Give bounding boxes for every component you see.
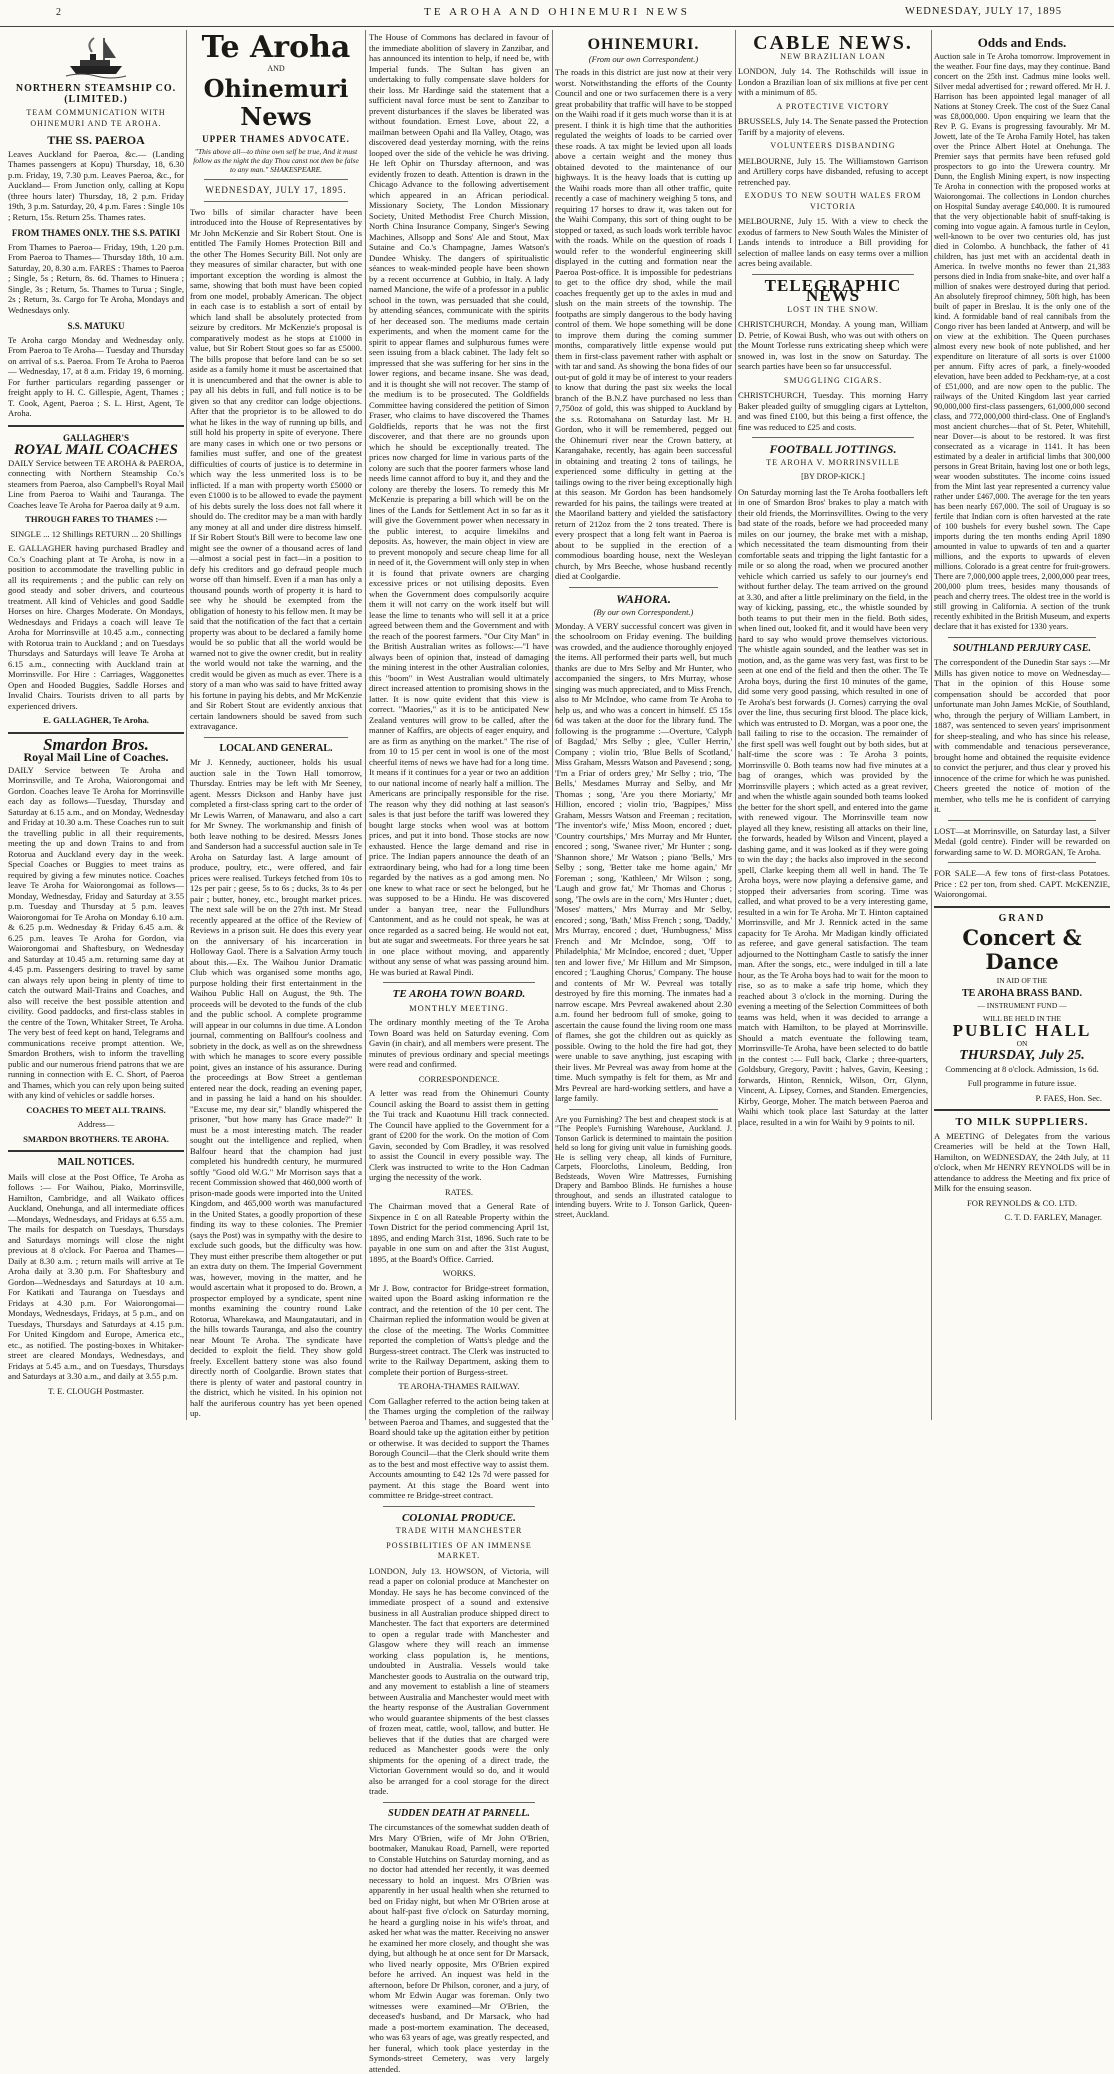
column-rule [365, 30, 366, 1420]
correspondence-text: A letter was read from the Ohinemuri County Council asking the Board to assist them in getting the Tui track and Kuaotunu Hill track connected. The Council have applied to the Government for a grant of £200 for the work. On the motion of Com Gavin, seconded by Com Bradley, it was resolved to assist the Council in every possible way. The Clerk was instructed to write to the Hon Cadman urging the necessity of the work. [369, 1088, 549, 1182]
football-subtitle: TE AROHA V. MORRINSVILLE [766, 457, 900, 467]
football-byline: [BY DROP-KICK.] [801, 472, 865, 481]
correspondence-title: CORRESPONDENCE. [418, 1073, 500, 1084]
address-label: Address— [77, 1119, 115, 1129]
works-title: WORKS. [442, 1268, 476, 1278]
colonial-produce-subtitle: TRADE WITH MANCHESTER [395, 1526, 523, 1535]
column-2 [190, 32, 362, 1417]
divider [8, 425, 184, 427]
cable-subhead-4: EXODUS TO NEW SOUTH WALES FROM VICTORIA [744, 191, 922, 211]
column-rule [931, 30, 932, 1420]
column-1 [8, 32, 184, 1417]
local-general-text: Mr J. Kennedy, auctioneer, holds his usual auction sale in the Town Hall tomorrow, Thursday. Entries may be left with Mr Seeney, agent. Messrs Dickson and Hanby have just completed a first-class spring cart to the order of Mr Lewis Warren, of Manawaru, and also a cart for Mr Swney. The workmanship and finish of both leave nothing to be desired. Messrs Jones and Sanderson had a successful auction sale in Te Aroha on Saturday last. A large amount of produce, poultry, etc., were offered, and fair prices were realised. Turkeys fetched from 10s to 12s per pair ; geese, 5s to 6s ; ducks, 3s to 4s per pair ; butter, honey, etc., brought market prices. The next sale will be on the 27th inst. Mr Stead recently appeared at the office of the Review of Reviews in a prison suit. He does this every year on the anniversary of his incarceration in Holloway Gaol. There is a Salvation Army touch about this.—Ex. The Waihou Junior Dramatic Club which was organised some months ago, purpose holding their first entertainment in the Waihou Public Hall on August, the 9th. The proceeds will be devoted to the funds of the club and the public school. A complete programme will appear in our columns in due time. A London journal, commenting on Ballfour's coolness and sobriety in the dock, as well as on the shrewdness with which he manages to score every possible point, gives an instance of his assurance. During the proceedings at Bow Street a gentleman entered near the dock, reading an evening paper, and in passing he laid a hand on his shoulder. "Excuse me, my dear sir," blandly whispered the prisoner, "but how many has Grace made?" It must be a most interesting match. The reader sought out the intelligence and replied, when Balfour heard that the champion had just completed his hundredth century, he murmured softly "Good old W.G." Mr Morrison says that a recent Commission showed that 460,000 worth of prison-made goods were imported into the United Kingdom, and 465,000 worth was manufactured in the United States, a goodly proportion of these finding its way to these colonies. The Premier (says the Post) was in sympathy with the desire to exclude such goods, but the difficulty was how. They must either prescribe them altogether or put an extra duty on them. The Imperial Government was, however, moving in the matter, and he would ascertain what it proposed to do. Brown, a prospector employed by a syndicate, spent nine months examining the country round Lake Rotorua, Wharekawa, and Maungatautari, and in the hills towards Tauranga, and also the country near Mount Te Aroha. The syndicate have decided to exploit the field. They show gold freely. Excellent battery stone was also found directly north of Coolgardie. Brown states that there is plenty of water and pastoral country in the district, which he visited. In his opinion not half the auriferous country has yet been opened up. [190, 757, 362, 1418]
colonial-produce-subtitle-2: POSSIBILITIES OF AN IMMENSE MARKET. [386, 1540, 532, 1560]
divider [383, 982, 535, 983]
gallagher-details: E. GALLAGHER having purchased Bradley and Co.'s Coaching plant at Te Aroha, is now in a position to accommodate the travelling public in all its requirements ; and the public can rely on good steady and sober drivers, and courteous treatment. All kind of Vehicles and good Saddle Horses on hire. Charges Moderate. On Mondays, Wednesdays and Fridays a coach will leave Te Aroha for Morrinsville at 10.45 a.m., connecting with Rotorua train to Auckland ; and on Tuesdays Thursdays and Saturdays will leave Te Aroha at 6.15 a.m., connecting with Auckland train at Morrinsville. For Hire : Carriages, Waggonettes Open and Hooded Buggies, Saddle Horses and Invalid Chairs. Tourists driven to all parts by experienced drivers. [8, 543, 184, 711]
lost-notice: LOST—at Morrinsville, on Saturday last, a Silver Medal (gold centre). Finder will be rewarded on forwarding same to W. D. MORGAN, Te Aroha. [934, 825, 1110, 857]
odds-ends-title: Odds and Ends. [977, 35, 1067, 50]
divider [948, 862, 1096, 863]
column-5 [738, 32, 928, 1417]
divider [934, 1109, 1110, 1111]
fares-title: THROUGH FARES TO THAMES :— [25, 514, 167, 524]
concert-date: THURSDAY, July 25. [959, 1048, 1085, 1063]
divider [752, 437, 914, 438]
gallagher-signature: E. GALLAGHER, Te Aroha. [43, 715, 149, 725]
concert-title: Concert & Dance [962, 925, 1082, 974]
telegraphic-subhead-2: SMUGGLING CIGARS. [783, 375, 883, 385]
company-title: NORTHERN STEAMSHIP CO. (LIMITED.) [15, 83, 177, 105]
matuku-title: S.S. MATUKU [67, 321, 125, 331]
odds-ends-text: Auction sale in Te Aroha tomorrow. Improvement in the weather. Four fine days, may they continue. Band concert on the 25th inst. Cadmus mine looks well. Silver medal advertised for ; reward offered. Mr H. J. Harrison has been appointed legal manager of all Nations at Stoney Creek. The cost of the Suez Canal was £8,000,000. Upon enquiring we learn that the Rev P. G. Evans is progressing favourably. Mr M. Jowett, late of the Te Aroha Family Hotel, has taken over the Prince Albert Hotel at Onehunga. The Premier says that permits have been refused gold prospectors to go into the Urewera country. Mr Dunn, the English Mining expert, is now inspecting Te Aroha in connection with the proposed works at Waiorongomai. The collections in London churches on Hospital Sunday average £40,000. It is rumoured that the very objectionable habit of snuff-taking is coming into vogue again. A famous turtle in Ceylon, well-known to be over two centuries old, has just died in Colombo. A hunchback, the father of 41 children, has just met with an accidental death in America. In twelve months no fewer than 21,383 persons died in India from snake-bite, and over half a million of snakes were destroyed during that period. An absolutely fireproof chimney, 50ft high, has been built of paper in Breslau. It is the only one of the kind. A formidable band of real cannibals from the Congo river has been landed at Antwerp, and will be on view at the exhibition. The Queen purchases almost every new book of note published, and her expenditure on literature of all sorts is over £1000 per annum. Fifty acres of park, a finely-wooded elevation, have been added to Peckham-rye, at a cost of £51,000, and are now open to the public. The railways of the United Kingdom last year carried 90,000,000 first-class passengers, 61,000,000 second class, and 772,000,000 third-class. One of England's most ancient churches—that of St. Peter, Whitehill, near Dover—is about to be restored. It was first consecrated as a vicarage in 1141. It has been estimated by a dealer in artificial limbs that 300,000 persons in Great Britain, having lost one or both legs, wear wooden substitutes. The income coins issued from the Mint last year represented a currency value rather under £467,000. The average for the ten years has been nearly £67,000. The soil of Uruguay is so fertile that Indian corn is often harvested at the rate of 100 bushels for every bushel sown. The Cape imports during the ten months ending April 1890 amounted in value to upwards of ten and a quarter millions, and the exports to upwards of eleven millions. Colorado is a great centre for fruit-growers. There are 7,000,000 apple trees, 2,000,000 pear trees, 200,000 plum trees, besides many thousands of peach and cherry trees. The oldest tree in the world is still growing in California. A section of the trunk recently exhibited in the British Museum, and experts declare that it has existed for 1330 years. [934, 51, 1110, 631]
mail-notices: Mails will close at the Post Office, Te Aroha as follows :— For Waihou, Piako, Morrinsville, Hamilton, Cambridge, and all Waikato offices Auckland, Onehunga, and all intermediate offices—Mondays, Wednesdays, and Fridays at 6.55 a.m. The mails for despatch on Tuesdays, Thursdays and Saturdays mornings will close the night previous at 8 o'clock. For Paeroa and Thames—Daily at 8.30 a.m. ; return mails will arrive at Te Aroha daily at 3.30 p.m. For Shaftesbury and Gordon—Wednesdays and Saturdays at 10 a.m. For Katikati and Tauranga on Tuesdays and Fridays at 4.30 p.m. For Waiorongomai—Mondays, Wednesdays, Fridays, at 5 p.m., and on Tuesdays, Thursdays and Saturdays at 4.15 p.m. For United Kingdom and Europe, America etc., etc., as notified. The posting-boxes in Whitaker-street are cleared Mondays, Wednesdays, and Fridays at 5.45 a.m., and on Tuesdays, Thursdays and Saturdays at 3.30 a.m., and daily at 3.55 p.m. [8, 1171, 184, 1381]
smardon-signature: SMARDON BROTHERS. TE AROHA. [23, 1133, 169, 1144]
column-3 [369, 32, 549, 2074]
matuku-schedule: Te Aroha cargo Monday and Wednesday only. From Paeroa to Te Aroha— Tuesday and Thursday on arrival of s.s. Paeroa. From Te Aroha to Paeroa— Wednesday, 17, at 8 a.m. Friday 19, 6 morning. For further particulars regarding passenger or freight apply to H. C. Gillespie, Agent, Thames ; T. Cook, Agent, Paeroa ; S. L. Hirst, Agent, Te Aroha. [8, 334, 184, 418]
masthead-ohinemuri-news: Ohinemuri News [203, 73, 349, 131]
fares-values: SINGLE ... 12 Shillings RETURN ... 20 Shillings [10, 528, 182, 539]
milk-suppliers-text: A MEETING of Delegates from the various Creameries will be held at the Town Hall, Hamilton, on WEDNESDAY, the 24th July, at 11 o'clock, when Mr HENRY REYNOLDS will be in attendance to address the Meeting and fix price of Milk for the ensuing season. [934, 1130, 1110, 1193]
colonial-produce-title: COLONIAL PRODUCE. [402, 1511, 516, 1524]
cable-subhead-2: A PROTECTIVE VICTORY [776, 101, 890, 111]
concert-programme: Full programme in future issue. [967, 1078, 1077, 1088]
divider [204, 201, 348, 202]
masthead-subtitle: UPPER THAMES ADVOCATE. [202, 133, 350, 144]
concert-venue: PUBLIC HALL [952, 1021, 1092, 1040]
cable-text-2: BRUSSELS, July 14. The Senate passed the Protection Tariff by a majority of elevens. [738, 116, 928, 137]
gallagher-service: DAILY Service between TE AROHA & PAEROA, connecting with Northern Steamship Co.'s steamers from Paeroa, also Campbell's Royal Mail Line from Paeroa to Waihi and Tauranga. The Coaches leave Te Aroha for Paeroa daily at 9 a.m. [8, 457, 184, 510]
cable-text-4: MELBOURNE, July 15. With a view to check the exodus of farmers to New South Wales the Minister of Lands intends to introduce a Bill providing for selection of mallee lands on easy terms over a million acres being available. [738, 216, 928, 268]
concert-on: ON [1016, 1038, 1028, 1048]
milk-suppliers-title: TO MILK SUPPLIERS. [955, 1116, 1089, 1128]
concert-held: WILL BE HELD IN THE [983, 1013, 1061, 1023]
gallagher-label: GALLAGHER'S [62, 432, 129, 443]
divider [383, 1802, 535, 1803]
cable-subhead-1: NEW BRAZILIAN LOAN [780, 51, 886, 61]
concert-time: Commencing at 8 o'clock. Admission, 1s 6d. [945, 1063, 1099, 1074]
steamship-icon [66, 32, 126, 78]
divider [934, 906, 1110, 908]
mail-notices-title: MAIL NOTICES. [57, 1157, 135, 1168]
rates-title: RATES. [444, 1186, 474, 1197]
divider [948, 637, 1096, 638]
editorial-date: WEDNESDAY, JULY 17, 1895. [205, 185, 347, 195]
football-text: On Saturday morning last the Te Aroha footballers left in one of Smardon Bros' brakes to play a match with their old friends, the Morrinsvillites. Owing to the very bad state of the roads, before we had proceeded many miles on our journey, the brake met with a mishap, which necessitated the team dismounting from their comfortable seats and tripping the light fantastic for a mile or so along the road, when we procured another vehicle which carried us safely to our journey's end without further delay. The team arrived on the ground at 3.30, and after a little preliminary on the field, in the way of kicking, passing, etc., the whistle sounded by both teams to put their men in the field. Both sides, when lined out, looked fit, and it would have been very hard to say who would prove themselves victorious. The whistle again sounded, and the leather was set in motion, and, as the game was very fast, was first to be seen at one end of the field and then the other. The Te Aroha boys, during the first 10 minutes of the game, did some very good passing, which resulted in one of Te Aroha's best forwards (J. Cornes) carrying the oval over the line, thus securing first blood. The place kick, which was entrusted to D. Morgan, was a poor one, the ball failing to rise to the occasion. The remainder of the first spell was well fought out by both sides, but at half-time the score was : Te Aroha 3 points, Morrinsville 0. Both teams now had five minutes at a bag of oranges, which was provided by the Morrinsville players ; which acted as a great reviver, and when the whistle again sounded both teams looked the better for the short spell, and entered into the game with renewed vigour. The Morrinsville team now played all they knew, resisting all attacks on their line, the forwards, headed by Wilson and Vincent, played a dashing game, and it was looked as if they were going to win the day ; the backs also improved in the second spell, Clarke keeping them all well in hand. The Te Aroha boys, were now playing a defensive game, and stopped their adversaries from scoring. Time was called, and what proved to be a very interesting game, resulted in a win for Te Aroha. Mr T. Hinton captained Morrinsville, and Mr J. Rennick acted in the same capacity for Te Aroha. Mr Madigan kindly officiated as referee, and gave general satisfaction. The team adjourned to the Nottingham Castle to satisfy the inner man. After the songs, etc., were indulged in till a late hour, as the Te Aroha boys had to wait for the moon to rise, so as to make a safe trip home, which they reached about 3 o'clock in the morning. During the evening a meeting of the Selection Committees of both teams was held, when it was decided to arrange a match with Hamilton, to be played at Morrinsville. Should a match eventuate the following team, Morrinsville-Te Aroha, have been selected to do battle in the contest :— Full back, Clarke ; three-quarters, Goldsbury, Gregory, Pavitt ; halves, Gavin, Keesing ; forwards, Hinton, Rennick, Wilson, Orr, Glynn, Vincent, A. Lipsey, Cornes, and Standen. Emergencies, Kirby, George, Moher. The match between Paeroa and Waihi which took place last Saturday at the latter place, resulted in a win for Waihi by 9 points to nil. [738, 486, 928, 1127]
column-4 [555, 32, 732, 1417]
colonial-produce-text: LONDON, July 13. HOWSON, of Victoria, will read a paper on colonial produce at Manchester on Monday. He says he has become convinced of the immediate prospect of a sound and extensive business in all Australian produce shipped direct to Manchester. The fact that exporters are determined to open a regular trade with Manchester and Glasgow where they will reach an immense working class population is, he mentions, undoubted in Australia. Vessels would take Manchester goods to Australia on the outward trip, and any movement to establish a line of steamers between Australia and Manchester would meet with the hearty response of the Australian Government who would guarantee shipments of the best classes of frozen meat, cattle, wool, tallow, and butter. He believes that if the duties that are charged were reduced as Manchester goods were the only shipments for the opening of a direct trade, the Victorian Government would so do, and it would also be arranged for a cool storage for the direct trade. [369, 1565, 549, 1796]
cable-text-3: MELBOURNE, July 15. The Williamstown Garrison and Artillery corps have disbanded, refusing to accept retrenched pay. [738, 155, 928, 187]
meet-trains: COACHES TO MEET ALL TRAINS. [26, 1104, 166, 1115]
divider [8, 732, 184, 734]
town-board-subtitle: MONTHLY MEETING. [409, 1002, 509, 1013]
wahora-subtitle: (By our own Correspondent.) [593, 607, 694, 617]
divider [204, 737, 348, 738]
rates-text: The Chairman moved that a General Rate of Sixpence in £ on all Rateable Property within the Town District for the period commencing April 1st, 1895, and ending March 31st, 1896. Such rate to be payable in one sum on and after the 31st August, 1895, at the Board's Office. Carried. [369, 1201, 549, 1264]
column-rule [552, 30, 553, 1420]
wahora-text: Monday. A VERY successful concert was given in the schoolroom on Friday evening. The building was crowded, and the audience thoroughly enjoyed the items. All performed their parts well, but much thanks are due to Mrs Selby and Mr Hunter, who accompanied the singers, to Mrs Murray, whose singing was much appreciated, and to Miss French, also to Mr McIndoe, who came from Te Aroha to help us, and who was a concert in himself. £5 15s 6d was taken at the door for the library fund. The following is the programme :—Overture, 'Calyph of Bagdad,' Mrs Selby ; glee, 'Culler Herrin,' Company ; violin trio, 'Blue Bells of Scotland,' Miss Graham, Messrs Watson and Pavesend ; song, 'I'm a Friar of orders grey,' Mr Selby ; trio, 'The Bells,' Mesdames Murray and Selby, and Mr Thomas ; song, 'Are you there Moriarty,' Mr Hillion, encored ; violin trio, 'Bagpipes,' Miss Graham, Messrs Watson and Freeman ; recitation, 'The inventor's wife,' Miss Moon, encored ; duet, 'Country courtships,' Mrs Murray and Mr Hunter, encored ; song, 'Swanee river,' Mr Hunter ; song, 'Shannon shore,' Mr Watson ; piano 'Bells,' Mrs Selby ; song, 'Better take me home again,' Mr Foreman ; song, 'Kathleen,' Mr Wilson ; song, 'Laugh and grow fat,' Mr Thomas and Chorus ; song, 'The owls are in the corn,' Mrs Hunter ; duet, 'Moses' matters,' Mrs Murray and Mr Selby, encored ; song, 'Bath,' Miss French ; song, 'Daddy,' Mrs Murray, encored ; duet, 'Humbugness,' Miss French and Mr McIndoe, song, 'Off to Philadelphia,' Mr McIndoe, encored ; duet, 'Upper ten and lower five,' Mr Hillum and Mr Simpson, encored ; 'Laughing Chorus,' Company. The house and contents of Mr W. Pevreal was totally destroyed by fire this morning. The inmates had a narrow escape. Mrs Pevreal awakened about 2.30 a.m. found her bedroom full of smoke, going to ascertain the cause found the living room one mass of flames, she got the children out as quickly as possible. Owing to the hold the fire had got, they were unable to save anything, just escaping with their lives. Mr Pevreal was away from home at the time. Much sympathy is felt for them, as Mr and Mrs Pevreal are hard-working settlers, and have a large family. [555, 620, 732, 1103]
sudden-death-text: The circumstances of the somewhat sudden death of Mrs Mary O'Brien, wife of Mr John O'Brien, bootmaker, Manukau Road, Parnell, were reported to Constable Hutchins on Saturday morning, and as no doctor had attended her recently, it was deemed necessary to hold an inquest. Mrs O'Brien was apparently in her usual health when she returned to bed on Friday night, but when Mr O'Brien arose at about half-past five o'clock on Saturday morning, he heard a gurgling noise in his wife's throat, and asked her what was the matter. Receiving no answer he examined her more closely, and thought she was dying, but although he at once sent for Dr Marsack, who lived nearly opposite, Mrs O'Brien expired before he arrived. An inquest was held in the afternoon, before Dr Philson, coroner, and a jury, of whom Mr Edwin Augar was foreman. Only two witnesses were examined—Mr O'Brien, the deceased's husband, and Dr Marsack, who had made a post-mortem examination. The deceased, who was 63 years of age, was greatly respected, and her funeral, which took place yesterday in the Symonds-street Cemetery, was very largely attended. [369, 1822, 549, 2074]
furnishing-advert: Are you Furnishing? The best and cheapest stock is at "The People's Furnishing Warehouse, Auckland. J. Tonson Garlick is determined to maintain the position held so long for giving unit value in furnishing goods. He is selling very cheap, all kinds of Furniture, Carpets, Floorcloths, Linoleum, Bedding, Iron Bedsteads, Woven Wire Mattresses, Furnishing Drapery and Bamboo Blinds. He furnishes a house throughout, and sends an illustrated catalogue to intending buyers. Write to J. Tonson Garlick, Queen-street, Auckland. [555, 1114, 732, 1219]
town-board-title: TE AROHA TOWN BOARD. [392, 988, 526, 1000]
milk-signature: C. T. D. FARLEY, Manager. [1004, 1212, 1102, 1222]
ohinemuri-text: The roads in this district are just now at their very worst. Notwithstanding the efforts of the County Council and one or two surfacemen there is a very great probability that traffic will have to be stopped on the Waihi road if it gets much worse than it is at present. I think it is high time that the authorities regulated the weights of loads to be carried over these roads. A tax might be levied upon all loads above a certain weight and the money thus obtained devoted to the maintenance of our highways. It is the heavy loads that is cutting up the Waihi roads more than all other traffic, quite recently a case of machinery weighing 5 tons, and requiring 17 horses to draw it, was taken out for the Waihi Company, this sort of thing ought to be stopped or taxed, as such loads work terrible havoc with the roads. While on the question of roads I would refer to the wonderful engineering skill displayed in the cutting and formation near the Paeroa Post-office. It is impossible for pedestrians to get to the office dry shod, while the mail coaches frequently get up to the axles in mud and slush on the main streets of the township. The footpaths are simply dangerous to the body having control of them. We hope something will be done to improve them during the coming summer months, comparatively little expense would put them in first-class pavement rather with asphalt or with tar and sand. As showing the bona fides of our out-put of gold it may be of interest to your readers to know that during the past six weeks the local branch of the B.N.Z have purchased no less than 7,750oz of gold, this was shipped to Auckland by the s.s. Rotomahana on Saturday last. Mr H. Gordon, who it will be remembered, pegged out the Ohinemuri river near the Crown battery, at Karangahake, recently, has again been successful in obtaining and treating 2 tons of tailings, he experienced some difficulty in getting at the tailings owing to the river being exceptionally high at this season. Mr Gordon has been handsomely rewarded for his pains, the tailings were treated at the Maoriland battery and yielded the satisfactory return of 212oz from the 2 tons treated. There is every prospect that a long felt want in Paeroa is about to be supplied in the erection of a commodious boarding house, next the Wesleyan church, by Mrs Beeche, whose husband recently died at Coolgardie. [555, 67, 732, 581]
divider [8, 1150, 184, 1152]
sudden-death-title: SUDDEN DEATH AT PARNELL. [388, 1807, 530, 1819]
column-rule [735, 30, 736, 1420]
concert-in-aid: IN AID OF THE [996, 976, 1048, 985]
royal-mail-title: ROYAL MAIL COACHES [14, 442, 178, 458]
divider [752, 274, 914, 275]
cable-news-title: CABLE NEWS. [753, 32, 913, 54]
concert-fund: — INSTRUMENT FUND — [977, 1001, 1067, 1010]
masthead-and: AND [267, 64, 285, 73]
concert-grand: GRAND [998, 912, 1046, 924]
page-number: 2 [56, 7, 61, 18]
divider [569, 587, 718, 588]
perjury-text: The correspondent of the Dunedin Star says :—Mr Mills has given notice to move on Wednesday—That in the opinion of this House some compensation should be accorded that poor unfortunate man John James McKie, of Southland, who, through the perjury of William Lambert, in 1887, was sentenced to seven years' imprisonment for sheep-stealing, and who has since his release, with commendable and tenacious perseverance, brought home and obtained the requisite evidence to convict the perjurer, and thus clear y proved his innocence of the crime for which he was punished. Cheers greeted the notice of motion of the member, who tells me he is confident of carrying it. [934, 657, 1110, 814]
telegraphic-text-1: CHRISTCHURCH, Monday. A young man, William D. Petrie, of Kowai Bush, who was out with others on the Mount Torlesse runs extricating sheep which were snowed in, was lost in the snow on Saturday. The search parties have been so far unsuccessful. [738, 319, 928, 371]
telegraphic-text-2: CHRISTCHURCH, Tuesday. This morning Harry Baker pleaded guilty of smuggling cigars at Lyttelton, and was fined £100, but this being a first offence, the fine was reduced to £25 and costs. [738, 390, 928, 432]
smardon-title: Smardon Bros. [43, 734, 149, 754]
ship-name: THE SS. PAEROA [47, 133, 145, 147]
divider [204, 179, 348, 180]
newspaper-running-title: TE AROHA AND OHINEMURI NEWS [423, 6, 691, 18]
smardon-service: DAILY Service between Te Aroha and Morrinsville, and Te Aroha, Waiorongomai and Gordon. Coaches leave Te Aroha for Morrinsville each day as follows—Tuesday, Thursday and Saturday at 6.15 a.m., and on Monday, Wednesday and Friday at 10.30 a.m. These Coaches run to suit the travelling public in all their requirements, meeting the up and down Trains to and from Rotorua and Auckland every day in the week. Special Coaches or Buggies to meet trains as required by giving a few minutes notice. Coaches leave Te Aroha for Waiorongomai as follows—Monday, Wednesday, Friday and Saturday at 3.55 p.m. Tuesday and Thursday at 5 p.m. leaves Waiorongomai for Te Aroha on Monday 6.10 a.m. & 6.25 p.m. Wednesday & Friday 6.45 a.m. & 6.25 p.m. leaves Te Aroha for Gordon, via Waiorongomai and Shaftesbury, on Wednesday and Saturday at 10.45 a.m. returning same day at 4.45 p.m. Passengers desiring to travel by same can always rely upon being in plenty of time to catch the outward Mail-Trains and Coaches, and also will receive the best possible attention and civility. Good paddocks, and first-class stables in the centre of the Town, Whitaker Street, Te Aroha. The very best of feed kept on hand, Telegrams and communications receive prompt attention. We, Smardon Brothers, wish to inform the travelling public and our numerous friend patrons that we are running in connection with E. C. Short, of Paeroa and Thames, which you can rely upon being suited with any kind of vehicles or saddle horses. [8, 764, 184, 1100]
works-text: Mr J. Bow, contractor for Bridge-street formation, waited upon the Board asking information re the contract, and the retention of the 10 per cent. The Chairman replied the information would be given at the close of the meeting. The Works Committee reported the completion of Watts's pledge and the Burgess-street contract. The Clerk was instructed to write to the Railway Department, asking them to complete their portion of Burgess-street. [369, 1282, 549, 1377]
royal-mail-line: Royal Mail Line of Coaches. [23, 750, 169, 764]
page-header [0, 0, 1114, 27]
masthead-te-aroha: Te Aroha [201, 30, 351, 65]
railway-title: TE AROHA-THAMES RAILWAY. [398, 1381, 520, 1391]
concert-band: TE AROHA BRASS BAND. [961, 987, 1083, 999]
perjury-title: SOUTHLAND PERJURY CASE. [952, 642, 1092, 654]
ship-schedule: Leaves Auckland for Paeroa, &c.— (Landing Thames passengers at Kopu) Thursday, 18, 6.30 p.m. Friday, 19, 7.30 p.m. Leaves Paeroa, &c., for Auckland— From Junction only, calling at Kopu (three hours later) Thursday, 18, 2 p.m. Friday 19th, 3 p.m. Saturday, 20, 4 p.m. Fares : Single 10s ; Return, 15s. Return 25s. Thames rates. [8, 148, 184, 222]
patiki-title: FROM THAMES ONLY. THE S.S. PATIKI [11, 228, 181, 238]
cable-text-1: LONDON, July 14. The Rothschilds will issue in London a Brazilian loan of six millions at five per cent with a minimum of 85. [738, 66, 928, 97]
ohinemuri-title: OHINEMURI. [587, 36, 700, 53]
news-items: The House of Commons has declared in favour of the immediate abolition of slavery in Zanzibar, and has announced its intention to help, if need be, with Imperial funds. The Sultan has given an undertaking to fully compensate slave holders for their loss. Mr Hardinge said the statement that a sufficient naval force must be sent to Zanzibar to prevent disturbances if the slaves be liberated was without foundation. Ernest Love, about 22, a mailman between Opahi and Ila Valley, Otago, was discovered dead yesterday morning, with the reins looped over the side of the vehicle he was driving. He left Ophir on Thursday afternoon, and was evidently frozen to death. Attention is drawn in the Chicago Advance to the following advertisement which appeared in an African periodical. Missionary Society, The London Missionary Society, United Methodist Free Church Mission, North China Insurance Company, Singer's Sewing Machines, Allsopp and Sons' Ale and Stout, Max Sutaine and Co.'s Champagne, James Watson's Dundee Whisky. The dangers of spiritualistic séances to weak-minded people have been shown by a recent occurrence at Gubbio, in Italy. A lady named Mancione, the wife of a professor in a public school in the town, was persuaded that she could, by attending séances, communicate with the spirits of her deceased son. The mediums made certain experiments, and when the moment came for the spirit to appear flames and sulphurous fumes were seen issuing from a black cabinet. The lady felt so impressed that she was suffering for her sins in the lower regions, and became insane. She was dead, and it is thought she will not recover. The stamp of the medium is to be prosecuted. The Goldfields Committee having considered the petition of Simon Fraser, who claims to have discovered the Thames Goldfields, reports that he was not the first discoverer, and that there are no grounds upon which he should be exceptionally treated. The prices now charged for lime in various parts of the colony are such that the poorer farmers whose land needs lime cannot afford to buy it, and they and the colony are thereby the losers. To remedy this Mr McKenzie is preparing a bill which will be on the lines of the Lands for Settlement Act in so far as it will give the Government power when necessary in the public interest, to acquire limekilns and deposits. As, however, the main object in view are to prevent monopoly and secure cheap lime for all in need of it, the Government will only step in when it is found that private owners are charging excessive prices or not utilising deposits. Even when the Government does compulsorily acquire them it will not carry on the work itself but will lease the lime to tenants who will sell it at a price agreed between them and the Government and with the reach of the poorest farmers. "Our City Man" in the British Australian writes as follows:—"I have always been of opinion that, instead of damaging the mining interest in the other Australian colonies, this "boom" in West Australian would ultimately direct increased attention to promising shows in the latter. It is now quite evident that this view is correct. "Maories," as it is to be anticipated New Zealand ventures will grow to be called, after the manner of Kaffirs, are objects of eager enquiry, and are as firm as anything on the market." The rise of from 10 to 15 per cent in wool is one of the most cheerful items of news we have had for a long time. It means if it continues for a year or two an addition to our national income of nearly half a million. The Americans are principally responsible for the rise. The reason why they did nothing at last season's sales is that just before the tariff was lowered they bought large stocks when wool was at bottom prices, and put it into bond. Those stocks are now exhausted. Hence the large demand and rise in price. The Indian papers announce the death of an extraordinary being, who had for a long time been regarded by the natives as a god among men. No one knew to what race or sect he belonged, but he was supposed to be a Hindu. He was discovered under a banyan tree, near the Fullundhurs Cantonment, and as he could not speak, he was at once regarded as a sacred being. He would not eat, but ate sugar and sweetmeats. For three years he sat in one place without moving, and apparently without any sense of what was passing around him. He was buried at Rawal Pindi. [369, 32, 549, 977]
railway-text: Com Gallagher referred to the action being taken at the Thames urging the completion of the railway between Paeroa and Thames, and suggested that the Board should take up the agitation either by petition or otherwise. It was decided to support the Thames Borough Council—that the Clerk should write them as to the best and most effective way to assist them. Accounts amounting to £42 12s 7d were passed for payment. At this stage the Board went into committee re Bridge-street contract. [369, 1395, 549, 1500]
ohinemuri-subtitle: (From our own Correspondent.) [588, 53, 699, 64]
milk-for: FOR REYNOLDS & CO. LTD. [967, 1197, 1077, 1208]
wahora-title: WAHORA. [616, 591, 671, 606]
divider [569, 1109, 718, 1110]
town-board-text: The ordinary monthly meeting of the Te Aroha Town Board was held on Saturday evening. Com Gavin (in chair), and all members were present. The minutes of previous ordinary and special meetings were read and confirmed. [369, 1017, 549, 1069]
column-rule [186, 30, 187, 1420]
service-title: TEAM COMMUNICATION WITH OHINEMURI AND TE AROHA. [26, 108, 166, 128]
for-sale-notice: FOR SALE—A few tons of first-class Potatoes. Price : £2 per ton, from shed. CAPT. McKENZIE, Waiorongomai. [934, 868, 1110, 899]
editorial-text: Two bills of similar character have been introduced into the House of Representatives by Mr John McKenzie and Sir Robert Stout. One is entitled The Family Homes Protection Bill and the other The Homes Security Bill. Not only are they measures of similar character, but with one important exception the wording is almost the same, showing that both must have been copied from one model, probably American. The object in each case is to establish a sort of entail by which land shall be absolutely protected from seizure by creditors. Mr McKenzie's proposal is comparatively modest as he stops at £1000 in value, but Sir Robert Stout goes so far as £5000. The bills propose that before land can be so set aside as a family home it must be ascertained that it is unencumbered and that the owner is able to pay all his debts in full, and full notice is to be given so that any creditor can lodge objections. After that the proprietor is to be allowed to do what he likes in the way of running up bills, and still hold his property in spite of everyone. There are many cases in which one or two persons or families must suffer, and one of the greatest difficulties of courts of justice is to determine in which way the less unmerited loss is to be inflicted. If a man with property worth £5000 or even £1000 is to be allowed to evade the payment of his debts surely the loss does not fall where it should do. The creditor may be a man with hardly any money at all and under dire distress himself. If Sir Robert Stout's Bill were to become law one might see the owner of a thousand acres of land—almost a social pest in fact—in a position to defy his creditors and go defraud people much worse off than himself. Even if a man has only a thousand pounds worth of property it is hard to see why he should be exempted from the obligation of honesty to his fellow men. It may be said that the notification of the fact that a certain property was about to be declared a family home would be so public that all the world would be warned not to give the owner credit, but in reality the world would not take the warning, and the credit would be given as much as ever. There is a story of a man who was said to have fritted away his fortune in paying his debts, and Mr McKenzie and Sir Robert Stout are evidently anxious that certain landowners should be saved from such extravagance. [190, 206, 362, 731]
telegraphic-news-title: TELEGRAPHIC NEWS [764, 275, 902, 305]
football-title: FOOTBALL JOTTINGS. [769, 442, 897, 456]
concert-signature: P. FAES, Hon. Sec. [1035, 1092, 1102, 1103]
masthead-motto: "This above all—to thine own self be true, And it must follow as the night the day Thou canst not then be false to any man." SHAKESPEARE. [193, 147, 359, 174]
issue-date: WEDNESDAY, JULY 17, 1895 [904, 6, 1062, 17]
column-6 [934, 32, 1110, 1417]
telegraphic-subhead-1: LOST IN THE SNOW. [787, 304, 879, 314]
local-general-title: LOCAL AND GENERAL. [219, 742, 333, 754]
postmaster-signature: T. E. CLOUGH Postmaster. [48, 1385, 144, 1396]
patiki-schedule: From Thames to Paeroa— Friday, 19th, 1.20 p.m. From Paeroa to Thames— Thursday 18th, 10 a.m. Saturday, 20, 8.30 a.m. FARES : Thames to Paeroa ; Single, 5s ; Return, 8s. 6d. Thames to Hinuera ; Single, 3s ; Return, 5s. Thames to Turua ; Single, 2s ; Return, 3s. Cargo for Te Aroha, Mondays and Wednesdays only. [8, 241, 184, 315]
divider [948, 820, 1096, 821]
cable-subhead-3: VOLUNTEERS DISBANDING [770, 141, 896, 150]
divider [383, 1506, 535, 1507]
